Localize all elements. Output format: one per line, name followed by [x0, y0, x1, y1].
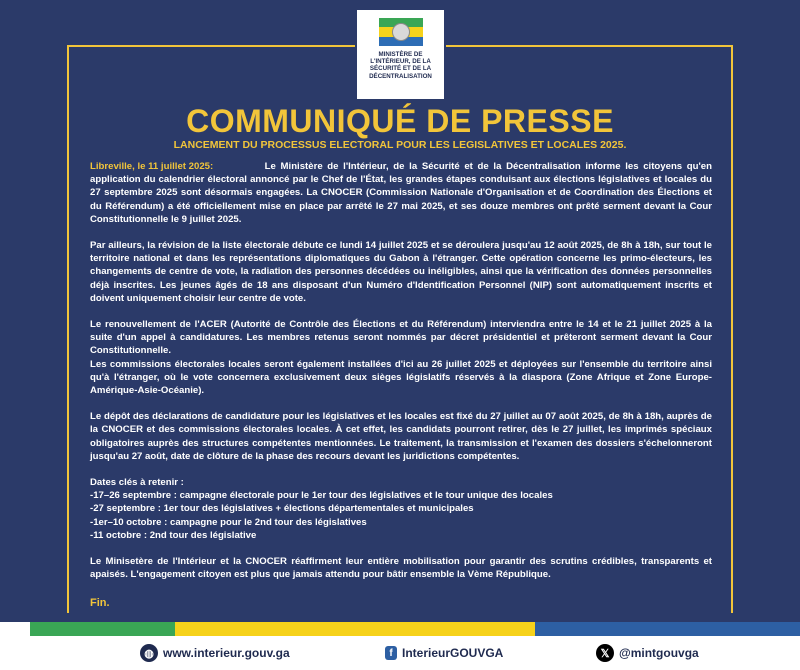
communique-body — [90, 160, 712, 594]
key-date-item: -1er–10 octobre : campagne pour le 2nd tour des législatives — [90, 516, 367, 528]
key-date-item: -27 septembre : 1er tour des législatives + élections départementales et municipales — [90, 503, 474, 515]
coat-of-arms-icon — [392, 23, 410, 41]
key-date-item: -11 octobre : 2nd tour des législative — [90, 529, 257, 541]
paragraph-6: Le Minisetère de l'Intérieur et la CNOCER réaffirment leur entière mobilisation pour garantir des scrutins crédibles, transparents et apaisés. L'engagement citoyen est plus que jamais attendu pour bâtir ensemble la Vème République. — [90, 556, 712, 581]
page-title: COMMUNIQUÉ DE PRESSE — [186, 103, 614, 139]
paragraph-1-text: Le Ministère de l'Intérieur, de la Sécurité et de la Décentralisation informe les citoyens qu'en application du calendrier électoral annoncé par le Chef de l'État, les grandes étapes conduisant aux élections législatives et locales du 27 septembre 2025 sont désormais engagées. La CNOCER (Commission Nationale d'Organisation et de Coordination des Élections et du Référendum) a été officiellement mise en place par arrêté le 27 mai 2025, et ses douze membres ont prêté serment devant la Cour Constitutionnelle le 9 juillet 2025. — [90, 161, 712, 225]
flag-color-band — [0, 622, 800, 636]
page-subtitle: LANCEMENT DU PROCESSUS ELECTORAL POUR LES LEGISLATIVES ET LOCALES 2025. — [173, 139, 627, 151]
paragraph-5: Le dépôt des déclarations de candidature pour les législatives et les locales est fixé du 27 juillet au 07 août 2025, de 8h à 18h, auprès de la CNOCER et des commissions électorales locales. À cet effet, les candidats pourront retirer, dès le 27 juillet, les imprimés spéciaux obligatoires auprès des structures compétentes mentionnées. Le traitement, la transmission et l'examen des dossiers s'échelonneront jusqu'au 27 août, date de clôture de la phase des recours devant les juridictions compétentes. — [90, 411, 712, 462]
gabon-flag-icon — [379, 18, 423, 46]
website-link[interactable]: www.interieur.gouv.ga — [163, 646, 290, 660]
dateline: Libreville, le 11 juillet 2025: — [90, 161, 214, 172]
key-dates — [90, 476, 712, 542]
ministry-logo — [357, 10, 444, 99]
paragraph-2: Par ailleurs, la révision de la liste électorale débute ce lundi 14 juillet 2025 et se déroulera jusqu'au 12 août 2025, de 8h à 18h, sur tout le territoire national et dans les représentations diplomatiques du Gabon à l'étranger. Cette opération concerne les primo-électeurs, les changements de centre de vote, la radiation des personnes décédées ou inéligibles, ainsi que la vérification des données personnelles déjà inscrites. Les jeunes âgés de 18 ans disposant d'un Numéro d'Identification Personnel (NIP) sont automatiquement inscrits et doivent uniquement choisir leur centre de vote. — [90, 240, 712, 304]
globe-icon: ◍ — [140, 644, 158, 662]
frame-line-top-right — [446, 45, 733, 47]
closing-fin: Fin. — [90, 597, 110, 609]
logo-text: MINISTÈRE DE L'INTÉRIEUR, DE LA SÉCURITÉ ET DE LA DÉCENTRALISATION — [369, 51, 432, 80]
key-dates-heading: Dates clés à retenir : — [90, 477, 184, 489]
paragraph-3: Le renouvellement de l'ACER (Autorité de Contrôle des Élections et du Référendum) interviendra entre le 14 et le 21 juillet 2025 à la suite d'un appel à candidatures. Les membres retenus seront nommés par décret présidentiel et prêteront serment devant la Cour Constitutionnelle. — [90, 319, 712, 357]
footer-website[interactable] — [140, 636, 290, 670]
footer-facebook[interactable] — [385, 636, 503, 670]
footer-x[interactable] — [596, 636, 699, 670]
facebook-link[interactable]: InterieurGOUVGA — [402, 646, 504, 660]
x-icon: 𝕏 — [596, 644, 614, 662]
paragraph-1 — [90, 160, 712, 226]
x-link[interactable]: @mintgouvga — [619, 646, 699, 660]
paragraph-4: Les commissions électorales locales seront également installées d'ici au 26 juillet 2025 et déployées sur l'ensemble du territoire ainsi qu'à l'étranger, où le vote concernera exclusivement deux sièges législatifs réservés à la diaspora (Zone Afrique et Zone Europe-Amérique-Asie-Océanie). — [90, 358, 712, 397]
facebook-icon: f — [385, 646, 397, 660]
frame-line-top-left — [67, 45, 355, 47]
footer — [0, 636, 800, 670]
key-date-item: -17–26 septembre : campagne électorale pour le 1er tour des législatives et le tour unique des locales — [90, 490, 553, 502]
